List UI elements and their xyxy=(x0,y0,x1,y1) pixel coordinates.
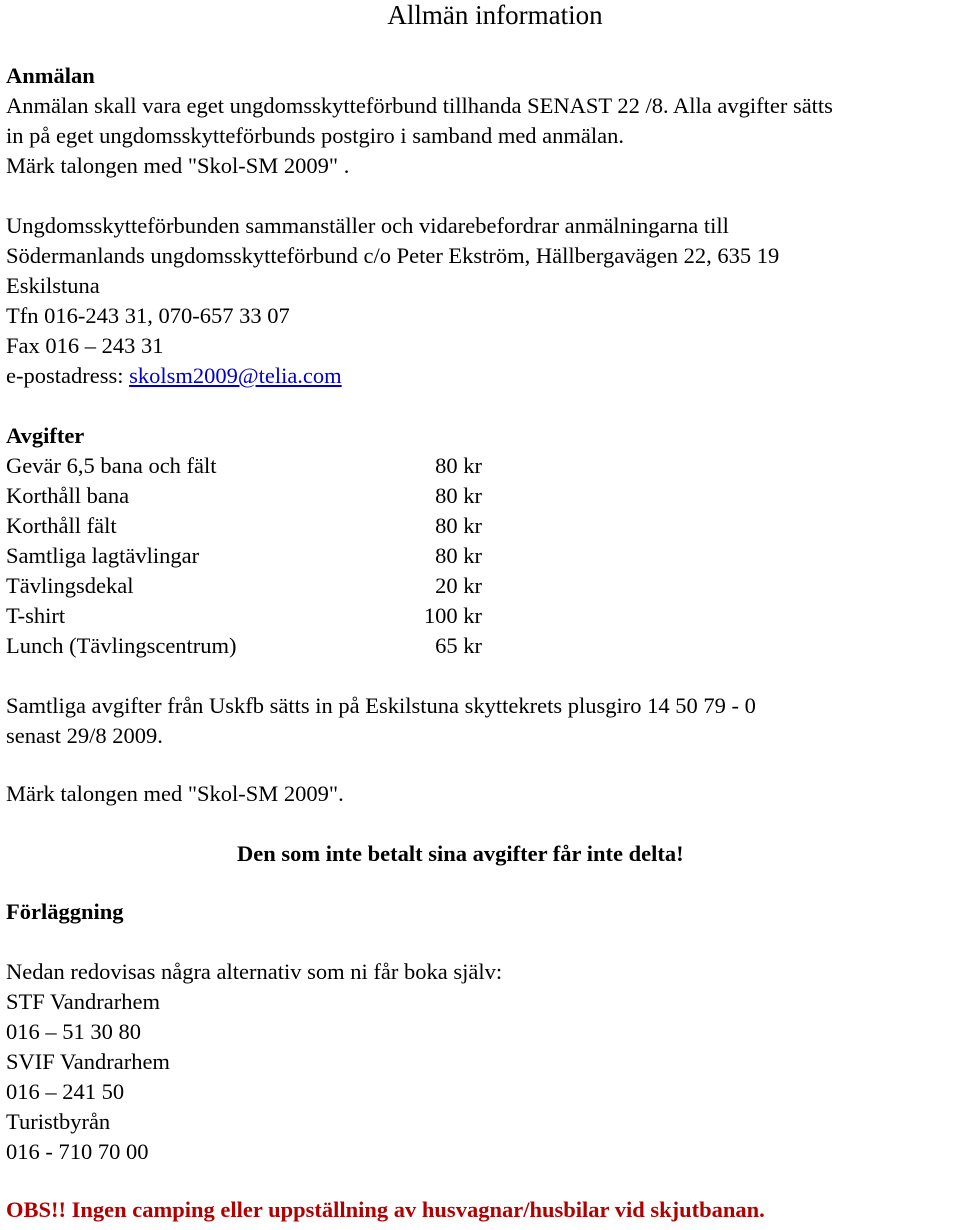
fee-amount: 65 kr xyxy=(435,633,482,658)
fee-label: T-shirt xyxy=(6,603,66,628)
page-title: Allmän information xyxy=(387,0,603,30)
lodging-phone: 016 – 51 30 80 xyxy=(6,1019,141,1044)
email-link[interactable]: skolsm2009@telia.com xyxy=(129,363,342,388)
fee-amount: 80 kr xyxy=(435,543,482,568)
obs-label: OBS! xyxy=(6,1197,59,1222)
fax-line: Fax 016 – 243 31 xyxy=(6,333,164,358)
anmalan-heading: Anmälan xyxy=(6,63,95,88)
fee-label: Korthåll bana xyxy=(6,483,130,508)
phone-line: Tfn 016-243 31, 070-657 33 07 xyxy=(6,303,290,328)
fee-amount: 80 kr xyxy=(435,513,482,538)
email-label: e-postadress: xyxy=(6,363,130,388)
payment-warning: Den som inte betalt sina avgifter får inte delta! xyxy=(237,841,684,866)
lodging-phone: 016 - 710 70 00 xyxy=(6,1139,149,1164)
fee-label: Lunch (Tävlingscentrum) xyxy=(6,633,237,658)
fee-amount: 80 kr xyxy=(435,483,482,508)
anmalan-line: Anmälan skall vara eget ungdomsskytteförbund tillhanda SENAST 22 /8. Alla avgifter sätts xyxy=(6,93,833,118)
payment-line: senast 29/8 2009. xyxy=(6,723,163,748)
fee-label: Korthåll fält xyxy=(6,513,117,538)
anmalan-line: in på eget ungdomsskytteförbunds postgiro i samband med anmälan. xyxy=(6,123,625,148)
forlaggning-intro: Nedan redovisas några alternativ som ni får boka själv: xyxy=(6,959,503,984)
email-line xyxy=(6,361,342,391)
fee-label: Tävlingsdekal xyxy=(6,573,134,598)
fee-amount: 100 kr xyxy=(423,603,482,628)
fee-label: Gevär 6,5 bana och fält xyxy=(6,453,217,478)
forlaggning-heading: Förläggning xyxy=(6,899,124,924)
avgifter-heading: Avgifter xyxy=(6,423,85,448)
fee-amount: 80 kr xyxy=(435,453,482,478)
lodging-name: SVIF Vandrarhem xyxy=(6,1049,170,1074)
mark-line: Märk talongen med "Skol-SM 2009". xyxy=(6,781,344,806)
obs-text: ! Ingen camping eller uppställning av husvagnar/husbilar vid skjutbanan. xyxy=(58,1197,765,1222)
contact-line: Ungdomsskytteförbunden sammanställer och vidarebefordrar anmälningarna till xyxy=(6,213,729,238)
fee-label: Samtliga lagtävlingar xyxy=(6,543,200,568)
contact-line: Södermanlands ungdomsskytteförbund c/o Peter Ekström, Hällbergavägen 22, 635 19 xyxy=(6,243,780,268)
fee-amount: 20 kr xyxy=(435,573,482,598)
anmalan-line: Märk talongen med "Skol-SM 2009" . xyxy=(6,153,350,178)
contact-line: Eskilstuna xyxy=(6,273,100,298)
lodging-phone: 016 – 241 50 xyxy=(6,1079,125,1104)
lodging-name: STF Vandrarhem xyxy=(6,989,160,1014)
obs-notice xyxy=(6,1195,765,1225)
lodging-name: Turistbyrån xyxy=(6,1109,111,1134)
payment-line: Samtliga avgifter från Uskfb sätts in på Eskilstuna skyttekrets plusgiro 14 50 79 - 0 xyxy=(6,693,756,718)
